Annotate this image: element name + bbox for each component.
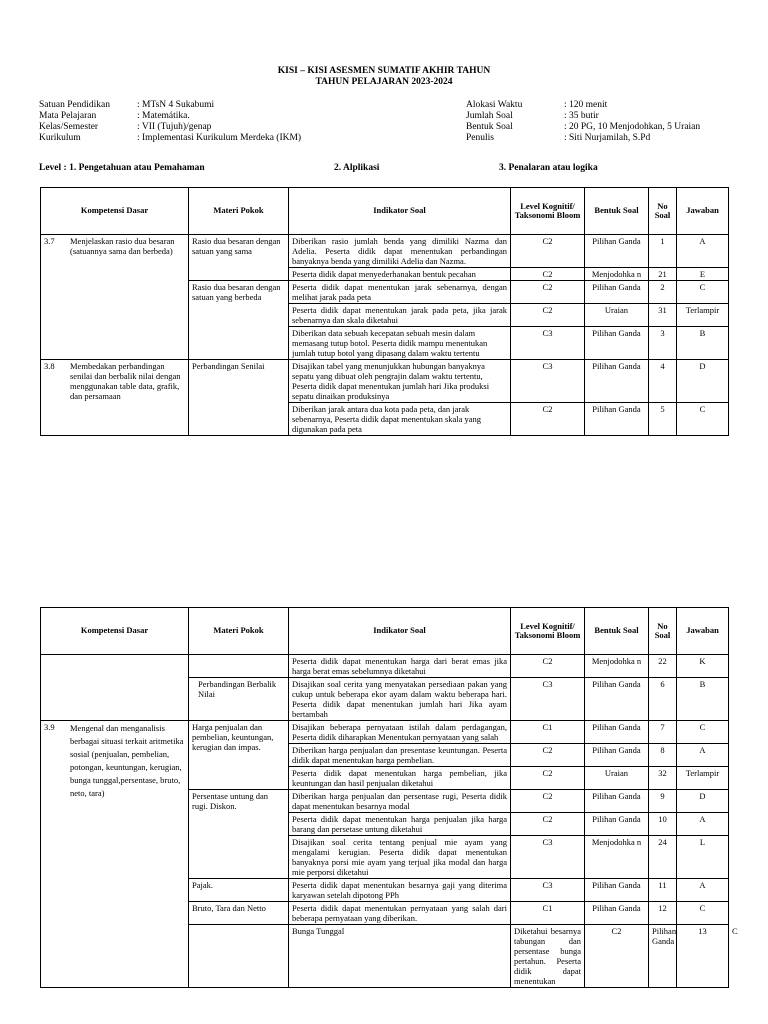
jawaban-cell: Terlampir — [677, 304, 729, 327]
indikator-cell: Peserta didik dapat menentukan besarnya gaji yang diterima karyawan setelah dipotong PPh — [289, 879, 511, 902]
info-label: Satuan Pendidikan — [39, 100, 110, 110]
header-indikator-soal: Indikator Soal — [289, 188, 511, 235]
level-cell: C2 — [511, 813, 585, 836]
indikator-cell: Diberikan rasio jumlah benda yang dimiliki Nazma dan Adelia. Peserta didik dapat menentukan perbandingan banyaknya benda yang dimiliki Adelia dan Nazma. — [289, 235, 511, 268]
table-row — [41, 235, 729, 268]
kd-cell-empty — [41, 655, 189, 721]
no-cell: 2 — [649, 281, 677, 304]
materi-cell: Persentase untung dan rugi. Diskon. — [189, 790, 289, 879]
level-cell: C2 — [511, 655, 585, 678]
indikator-cell: Diberikan data sebuah kecepatan sebuah mesin dalam memasang tutup botol. Peserta didik mampu menentukan jumlah tutup botol yang dipasang dalam waktu tertentu — [289, 327, 511, 360]
no-cell: 3 — [649, 327, 677, 360]
header-jawaban: Jawaban — [677, 608, 729, 655]
no-cell: 7 — [649, 721, 677, 744]
indikator-cell: Peserta didik dapat menentukan pernyataan yang salah dari beberapa pernyataan yang diberikan. — [289, 902, 511, 925]
no-cell: 32 — [649, 767, 677, 790]
kd-cell-continued — [189, 925, 289, 988]
kd-number: 3.8 — [44, 361, 55, 371]
table-header-row — [41, 608, 729, 655]
info-value: : MTsN 4 Sukabumi — [137, 100, 215, 110]
info-label: Penulis — [466, 133, 494, 143]
info-value: : Siti Nurjamilah, S.Pd — [564, 133, 651, 143]
info-right — [466, 100, 700, 144]
indikator-cell: Peserta didik dapat menentukan jarak pada peta, jika jarak sebenarnya dan skala diketahui — [289, 304, 511, 327]
materi-cell: Rasio dua besaran dengan satuan yang berbeda — [189, 281, 289, 360]
indikator-cell: Peserta didik dapat menyederhanakan bentuk pecahan — [289, 268, 511, 281]
no-cell: 10 — [649, 813, 677, 836]
table-row: Bunga Tunggal Diketahui besarnya tabungan dan persentase bunga pertahun. Peserta didik dapat menentukan C2 Pilihan Ganda 13 C — [41, 925, 729, 988]
no-cell: 12 — [649, 902, 677, 925]
info-label: Kurikulum — [39, 133, 81, 143]
level-cell: C2 — [511, 767, 585, 790]
level-cell: C2 — [511, 235, 585, 268]
info-label: Mata Pelajaran — [39, 111, 97, 121]
header-kompetensi-dasar: Kompetensi Dasar — [41, 188, 189, 235]
level-cell: C2 — [511, 304, 585, 327]
jawaban-cell: C — [677, 721, 729, 744]
no-cell: 13 — [677, 925, 729, 988]
no-cell: 5 — [649, 403, 677, 436]
bentuk-cell: Uraian — [585, 304, 649, 327]
bentuk-cell: Pilihan Ganda — [649, 925, 677, 988]
kd-text: Menjelaskan rasio dua besaran (satuannya sama dan berbeda) — [70, 236, 175, 256]
materi-cell: Rasio dua besaran dengan satuan yang sama — [189, 235, 289, 281]
info-value: : 35 butir — [564, 111, 599, 121]
level-cell: C3 — [511, 327, 585, 360]
indikator-cell: Disajikan tabel yang menunjukkan hubungan banyaknya sepatu yang dibuat oleh pengrajin dalam waktu tertentu, Peserta didik dapat menentukan jumlah hari Jika produksi sepatu dinaikan produksinya — [289, 360, 511, 403]
level-cell: C2 — [511, 268, 585, 281]
info-value: : Matemátika. — [137, 111, 190, 121]
no-cell: 22 — [649, 655, 677, 678]
jawaban-cell: E — [677, 268, 729, 281]
materi-cell: Bunga Tunggal — [289, 925, 511, 988]
jawaban-cell: C — [677, 403, 729, 436]
level-cell: C3 — [511, 836, 585, 879]
header-materi-pokok: Materi Pokok — [189, 188, 289, 235]
table-header-row — [41, 188, 729, 235]
jawaban-cell: B — [677, 327, 729, 360]
header-kompetensi-dasar: Kompetensi Dasar — [41, 608, 189, 655]
jawaban-cell: K — [677, 655, 729, 678]
level-cell: C3 — [511, 678, 585, 721]
no-cell: 31 — [649, 304, 677, 327]
indikator-cell: Diberikan harga penjualan dan presentase keuntungan. Peserta didik dapat menentukan harga pembelian. — [289, 744, 511, 767]
kd-number: 3.7 — [44, 236, 55, 246]
table-row — [41, 360, 729, 403]
indikator-cell: Diberikan jarak antara dua kota pada peta, dan jarak sebenarnya, Peserta didik dapat menentukan skala yang digunakan pada peta — [289, 403, 511, 436]
jawaban-cell: D — [677, 790, 729, 813]
bentuk-cell: Menjodohka n — [585, 655, 649, 678]
level-cell: C1 — [511, 902, 585, 925]
bentuk-cell: Pilihan Ganda — [585, 790, 649, 813]
jawaban-cell: A — [677, 235, 729, 268]
materi-cell: Perbandingan Senilai — [189, 360, 289, 436]
bentuk-cell: Pilihan Ganda — [585, 403, 649, 436]
level-2: 2. Alplikasi — [334, 163, 380, 173]
jawaban-cell: A — [677, 813, 729, 836]
level-3: 3. Penalaran atau logika — [499, 163, 598, 173]
indikator-cell: Peserta didik dapat menentukan harga pembelian, jika keuntungan dan hasil penjualan diketahui — [289, 767, 511, 790]
info-left — [39, 100, 301, 144]
jawaban-cell: D — [677, 360, 729, 403]
jawaban-cell: L — [677, 836, 729, 879]
no-cell: 21 — [649, 268, 677, 281]
info-label: Alokasi Waktu — [466, 100, 523, 110]
kd-cell — [41, 721, 189, 988]
no-cell: 1 — [649, 235, 677, 268]
bentuk-cell: Pilihan Ganda — [585, 744, 649, 767]
indikator-cell: Diketahui besarnya tabungan dan persentase bunga pertahun. Peserta didik dapat menentukan — [511, 925, 585, 988]
info-value: : 120 menit — [564, 100, 608, 110]
title-line-2: TAHUN PELAJARAN 2023-2024 — [315, 77, 453, 87]
level-cell: C3 — [511, 360, 585, 403]
level-cell: C2 — [585, 925, 649, 988]
level-cell: C2 — [511, 790, 585, 813]
kd-number: 3.9 — [44, 722, 55, 732]
header-level-kognitif: Level Kognitif/ Taksonomi Bloom — [511, 188, 585, 235]
bentuk-cell: Uraian — [585, 767, 649, 790]
bentuk-cell: Pilihan Ganda — [585, 235, 649, 268]
info-value: : 20 PG, 10 Menjodohkan, 5 Uraian — [564, 122, 701, 132]
level-cell: C3 — [511, 879, 585, 902]
document-title — [0, 66, 768, 88]
materi-cell: Perbandingan Berbalik Nilai — [189, 678, 289, 721]
indikator-cell: Disajikan soal cerita yang menyatakan persediaan pakan yang cukup untuk beberapa ekor ayam dalam waktu beberapa hari. Peserta didik dapat menentukan jumlah hari Jika ayam bertambah — [289, 678, 511, 721]
bentuk-cell: Pilihan Ganda — [585, 879, 649, 902]
indikator-cell: Peserta didik dapat menentukan harga penjualan jika harga barang dan persetase untung diketahui — [289, 813, 511, 836]
bentuk-cell: Pilihan Ganda — [585, 678, 649, 721]
jawaban-cell: A — [677, 879, 729, 902]
bentuk-cell: Pilihan Ganda — [585, 813, 649, 836]
header-level-kognitif: Level Kognitif/ Taksonomi Bloom — [511, 608, 585, 655]
materi-cell: Harga penjualan dan pembelian, keuntungan, kerugian dan impas. — [189, 721, 289, 790]
kisi-table-2 — [40, 607, 738, 988]
info-label: Jumlah Soal — [466, 111, 513, 121]
indikator-cell: Peserta didik dapat menentukan harga dari berat emas jika harga berat emas sebelumnya diketahui — [289, 655, 511, 678]
indikator-cell: Peserta didik dapat menentukan jarak sebenarnya, dengan melihat jarak pada peta — [289, 281, 511, 304]
jawaban-cell: B — [677, 678, 729, 721]
info-value: : VII (Tujuh)/genap — [137, 122, 212, 132]
kd-cell — [41, 360, 189, 436]
materi-cell: Bruto, Tara dan Netto — [189, 902, 289, 925]
table-row — [41, 721, 729, 744]
header-bentuk-soal: Bentuk Soal — [585, 188, 649, 235]
bentuk-cell: Menjodohka n — [585, 836, 649, 879]
header-no-soal: No Soal — [649, 608, 677, 655]
kisi-table-1 — [40, 187, 729, 436]
no-cell: 11 — [649, 879, 677, 902]
info-value: : Implementasi Kurikulum Merdeka (IKM) — [137, 133, 302, 143]
kd-text: Mengenal dan menganalisis berbagai situasi terkait aritmetika sosial (penjualan, pembelian, potongan, keuntungan, kerugian, bunga tunggal,persentase, bruto, neto, tara) — [70, 723, 184, 798]
header-jawaban: Jawaban — [677, 188, 729, 235]
no-cell: 8 — [649, 744, 677, 767]
info-label: Bentuk Soal — [466, 122, 513, 132]
no-cell: 9 — [649, 790, 677, 813]
bentuk-cell: Menjodohka n — [585, 268, 649, 281]
jawaban-cell: Terlampir — [677, 767, 729, 790]
header-indikator-soal: Indikator Soal — [289, 608, 511, 655]
no-cell: 24 — [649, 836, 677, 879]
level-cell: C1 — [511, 721, 585, 744]
no-cell: 4 — [649, 360, 677, 403]
header-bentuk-soal: Bentuk Soal — [585, 608, 649, 655]
table-row — [41, 655, 729, 678]
title-line-1: KISI – KISI ASESMEN SUMATIF AKHIR TAHUN — [277, 66, 491, 76]
header-materi-pokok: Materi Pokok — [189, 608, 289, 655]
materi-cell-empty — [189, 655, 289, 678]
indikator-cell: Diberikan harga penjualan dan persentase rugi, Peserta didik dapat menentukan besarnya modal — [289, 790, 511, 813]
header-no-soal: No Soal — [649, 188, 677, 235]
level-1: Level : 1. Pengetahuan atau Pemahaman — [39, 163, 205, 173]
indikator-cell: Disajikan beberapa pernyataan istilah dalam perdagangan, Peserta didik diharapkan Menentukan pernyataan yang salah — [289, 721, 511, 744]
kd-text: Membedakan perbandingan senilai dan berbalik nilai dengan menggunakan table data, grafik, dan persamaan — [70, 361, 181, 401]
no-cell: 6 — [649, 678, 677, 721]
kd-cell — [41, 235, 189, 360]
bentuk-cell: Pilihan Ganda — [585, 721, 649, 744]
bentuk-cell: Pilihan Ganda — [585, 281, 649, 304]
jawaban-cell: A — [677, 744, 729, 767]
bentuk-cell: Pilihan Ganda — [585, 327, 649, 360]
info-label: Kelas/Semester — [39, 122, 99, 132]
jawaban-cell: C — [677, 902, 729, 925]
level-cell: C2 — [511, 403, 585, 436]
materi-cell: Pajak. — [189, 879, 289, 902]
indikator-cell: Disajikan soal cerita tentang penjual mie ayam yang mengalami kerugian. Peserta didik dapat menentukan banyaknya porsi mie ayam yang terjual jika modal dan harga mie perporsi diketahui — [289, 836, 511, 879]
level-cell: C2 — [511, 281, 585, 304]
bentuk-cell: Pilihan Ganda — [585, 902, 649, 925]
level-cell: C2 — [511, 744, 585, 767]
bentuk-cell: Pilihan Ganda — [585, 360, 649, 403]
jawaban-cell: C — [677, 281, 729, 304]
